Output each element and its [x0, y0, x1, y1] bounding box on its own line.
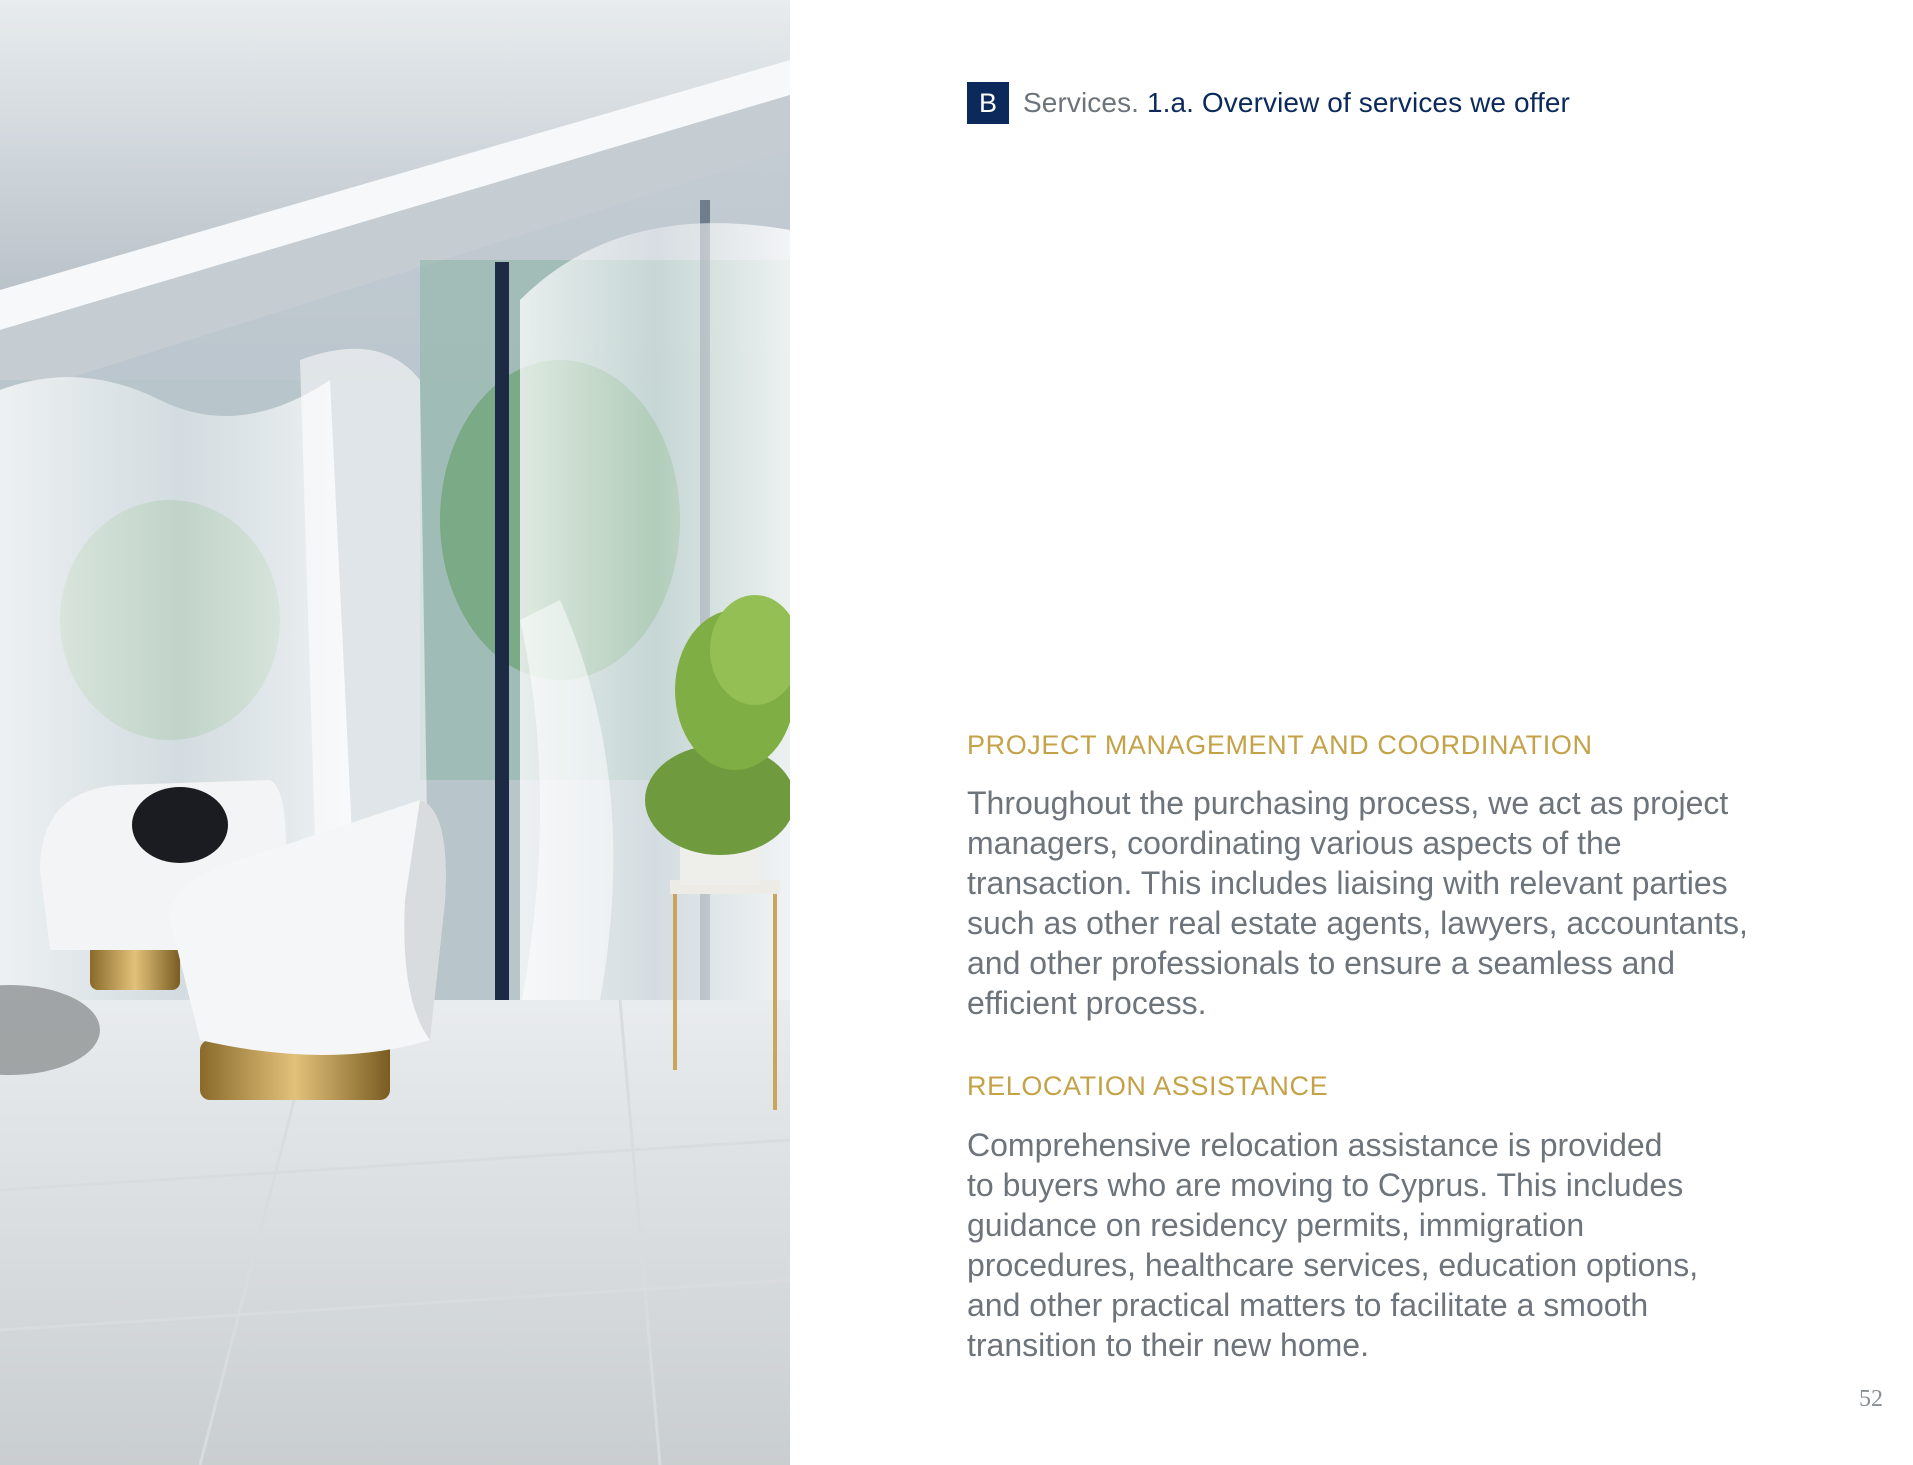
section-header	[967, 82, 1570, 124]
section-name: Services.	[1023, 87, 1140, 118]
body-line: and other practical matters to facilitate a smooth	[967, 1287, 1649, 1323]
body-line: procedures, healthcare services, education options,	[967, 1247, 1699, 1283]
body-line: Comprehensive relocation assistance is provided	[967, 1127, 1663, 1163]
section-body-project-management	[967, 783, 1827, 1023]
body-line: and other professionals to ensure a seamless and	[967, 945, 1675, 981]
section-heading-project-management: PROJECT MANAGEMENT AND COORDINATION	[967, 730, 1593, 760]
subsection-title: 1.a. Overview of services we offer	[1146, 87, 1570, 118]
body-line: guidance on residency permits, immigration	[967, 1207, 1585, 1243]
section-heading-relocation: RELOCATION ASSISTANCE	[967, 1071, 1329, 1101]
body-line: such as other real estate agents, lawyers, accountants,	[967, 905, 1748, 941]
section-body-relocation	[967, 1125, 1827, 1365]
body-line: Throughout the purchasing process, we act as project	[967, 785, 1729, 821]
body-line: efficient process.	[967, 985, 1207, 1021]
body-line: to buyers who are moving to Cyprus. This includes	[967, 1167, 1684, 1203]
section-letter-badge: B	[967, 82, 1009, 124]
page-number: 52	[1859, 1386, 1883, 1412]
interior-photo	[0, 0, 790, 1465]
section-title	[1023, 87, 1570, 119]
body-line: managers, coordinating various aspects of the	[967, 825, 1622, 861]
body-line: transition to their new home.	[967, 1327, 1369, 1363]
interior-illustration	[0, 0, 790, 1465]
body-line: transaction. This includes liaising with relevant parties	[967, 865, 1728, 901]
